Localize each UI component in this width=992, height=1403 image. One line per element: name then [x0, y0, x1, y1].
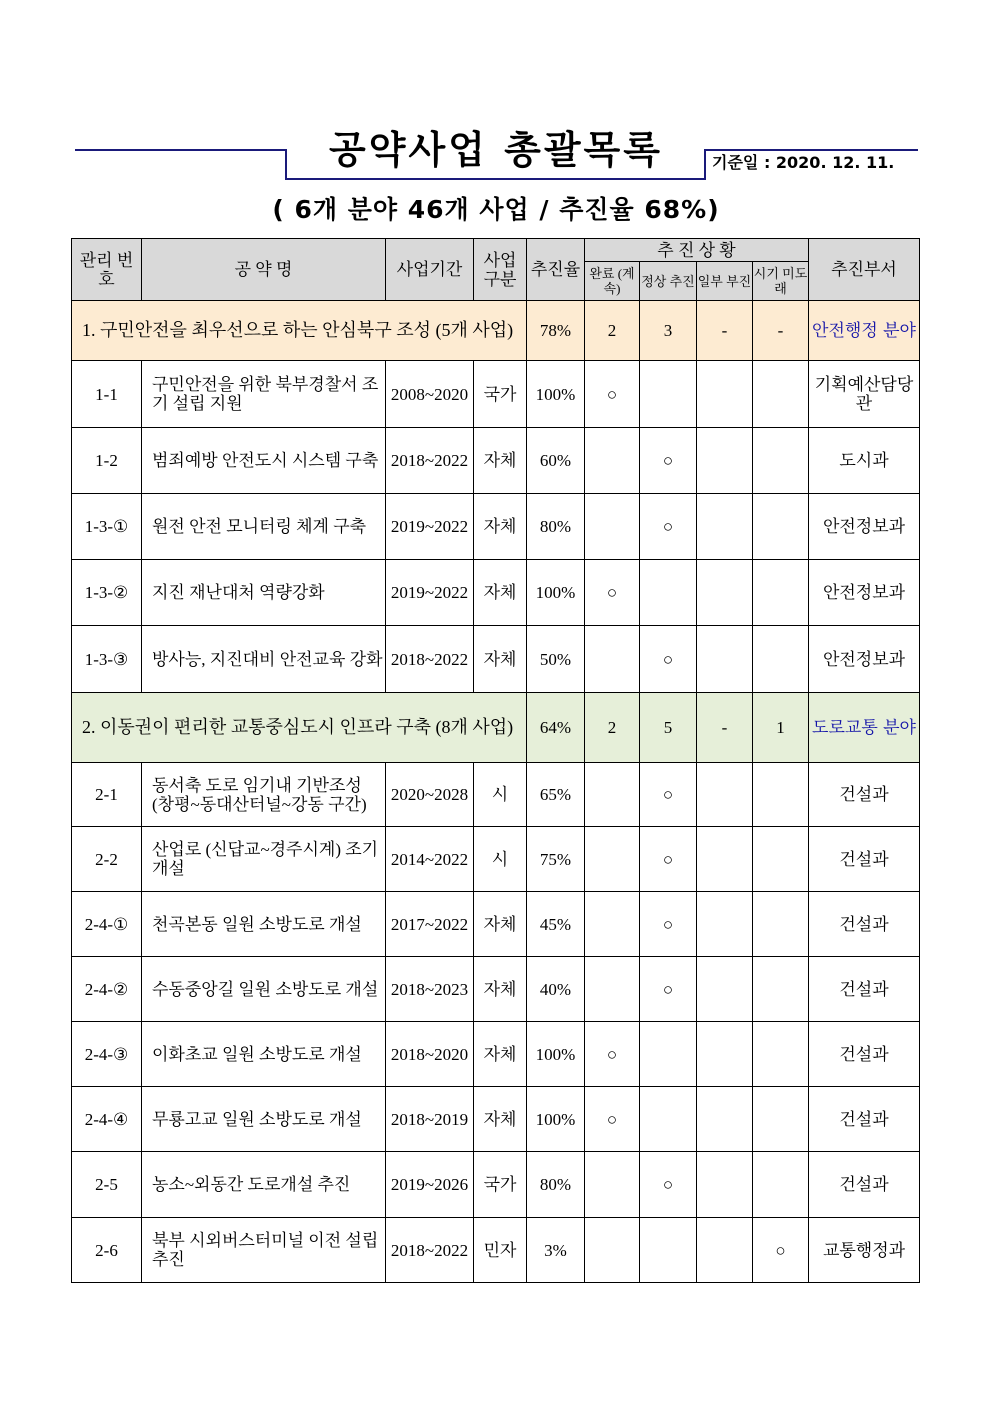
- cell-id: 1-1: [72, 361, 142, 428]
- cell-pending: [753, 428, 809, 494]
- cell-pending: [753, 1022, 809, 1087]
- table-row: [72, 827, 920, 892]
- cell-normal: ○: [640, 892, 697, 957]
- cell-pending: [753, 892, 809, 957]
- cell-normal: [640, 361, 697, 428]
- cell-type: 국가: [474, 361, 527, 428]
- cell-type: 자체: [474, 428, 527, 494]
- cell-partial: [697, 1022, 753, 1087]
- cell-done: ○: [585, 361, 640, 428]
- table-row: [72, 494, 920, 560]
- cell-rate: 45%: [527, 892, 585, 957]
- cell-type: 자체: [474, 494, 527, 560]
- cell-done: [585, 428, 640, 494]
- cell-done: [585, 494, 640, 560]
- cell-dept: 건설과: [809, 957, 920, 1022]
- category-rate: 64%: [527, 693, 585, 763]
- cell-rate: 100%: [527, 1087, 585, 1152]
- cell-period: 2018~2022: [386, 1218, 474, 1283]
- cell-type: 민자: [474, 1218, 527, 1283]
- cell-period: 2014~2022: [386, 827, 474, 892]
- category-normal-count: 3: [640, 301, 697, 361]
- category-name: 2. 이동권이 편리한 교통중심도시 인프라 구축 (8개 사업): [72, 693, 527, 763]
- cell-type: 시: [474, 827, 527, 892]
- cell-name: 범죄예방 안전도시 시스템 구축: [142, 428, 386, 494]
- header-rule-bottom: [285, 178, 706, 180]
- table-row: [72, 1218, 920, 1283]
- table-row: [72, 560, 920, 626]
- cell-partial: [697, 560, 753, 626]
- cell-pending: [753, 494, 809, 560]
- cell-normal: [640, 1087, 697, 1152]
- table-row: [72, 1152, 920, 1218]
- cell-type: 자체: [474, 1022, 527, 1087]
- table-row: [72, 1022, 920, 1087]
- cell-done: [585, 827, 640, 892]
- table-row: [72, 626, 920, 693]
- table-row: [72, 1087, 920, 1152]
- cell-id: 2-4-②: [72, 957, 142, 1022]
- cell-rate: 40%: [527, 957, 585, 1022]
- cell-normal: ○: [640, 1152, 697, 1218]
- cell-done: [585, 626, 640, 693]
- cell-id: 2-6: [72, 1218, 142, 1283]
- cell-dept: 건설과: [809, 827, 920, 892]
- cell-dept: 기획예산담당관: [809, 361, 920, 428]
- table-header-row: [72, 239, 920, 262]
- cell-type: 시: [474, 763, 527, 827]
- cell-period: 2008~2020: [386, 361, 474, 428]
- category-row: [72, 301, 920, 361]
- table-row: [72, 957, 920, 1022]
- cell-pending: [753, 763, 809, 827]
- cell-rate: 100%: [527, 1022, 585, 1087]
- cell-dept: 건설과: [809, 1022, 920, 1087]
- cell-name: 수동중앙길 일원 소방도로 개설: [142, 957, 386, 1022]
- header-dept: 추진부서: [809, 239, 920, 301]
- cell-dept: 안전정보과: [809, 560, 920, 626]
- cell-period: 2018~2022: [386, 626, 474, 693]
- cell-partial: [697, 1152, 753, 1218]
- category-partial-count: -: [697, 301, 753, 361]
- cell-period: 2017~2022: [386, 892, 474, 957]
- cell-partial: [697, 763, 753, 827]
- cell-done: [585, 957, 640, 1022]
- cell-done: ○: [585, 560, 640, 626]
- cell-id: 2-4-④: [72, 1087, 142, 1152]
- cell-pending: ○: [753, 1218, 809, 1283]
- cell-pending: [753, 1087, 809, 1152]
- header-type: 사업 구분: [474, 239, 527, 301]
- cell-type: 자체: [474, 560, 527, 626]
- page-subtitle: ( 6개 분야 46개 사업 / 추진율 68%): [272, 195, 720, 224]
- header-name: 공 약 명: [142, 239, 386, 301]
- cell-dept: 안전정보과: [809, 494, 920, 560]
- cell-type: 자체: [474, 957, 527, 1022]
- cell-rate: 100%: [527, 361, 585, 428]
- cell-id: 1-3-①: [72, 494, 142, 560]
- cell-rate: 3%: [527, 1218, 585, 1283]
- cell-partial: [697, 626, 753, 693]
- cell-partial: [697, 1087, 753, 1152]
- cell-id: 1-3-③: [72, 626, 142, 693]
- cell-partial: [697, 957, 753, 1022]
- cell-done: [585, 763, 640, 827]
- cell-dept: 건설과: [809, 892, 920, 957]
- cell-id: 2-4-①: [72, 892, 142, 957]
- cell-partial: [697, 494, 753, 560]
- cell-period: 2019~2022: [386, 560, 474, 626]
- cell-period: 2018~2019: [386, 1087, 474, 1152]
- cell-done: ○: [585, 1087, 640, 1152]
- cell-dept: 안전정보과: [809, 626, 920, 693]
- header-normal: 정상 추진: [640, 262, 697, 301]
- cell-partial: [697, 428, 753, 494]
- header-status-group: 추 진 상 황: [585, 239, 809, 262]
- category-normal-count: 5: [640, 693, 697, 763]
- cell-dept: 도시과: [809, 428, 920, 494]
- pledge-table: [71, 238, 920, 1283]
- header-period: 사업기간: [386, 239, 474, 301]
- cell-id: 2-2: [72, 827, 142, 892]
- cell-pending: [753, 957, 809, 1022]
- cell-dept: 교통행정과: [809, 1218, 920, 1283]
- cell-id: 2-5: [72, 1152, 142, 1218]
- cell-name: 지진 재난대처 역량강화: [142, 560, 386, 626]
- cell-name: 무룡고교 일원 소방도로 개설: [142, 1087, 386, 1152]
- header-partial: 일부 부진: [697, 262, 753, 301]
- cell-name: 북부 시외버스터미널 이전 설립 추진: [142, 1218, 386, 1283]
- cell-rate: 75%: [527, 827, 585, 892]
- cell-period: 2020~2028: [386, 763, 474, 827]
- cell-id: 1-3-②: [72, 560, 142, 626]
- cell-period: 2018~2023: [386, 957, 474, 1022]
- cell-normal: ○: [640, 428, 697, 494]
- category-name: 1. 구민안전을 최우선으로 하는 안심북구 조성 (5개 사업): [72, 301, 527, 361]
- cell-pending: [753, 626, 809, 693]
- cell-rate: 80%: [527, 1152, 585, 1218]
- cell-name: 농소~외동간 도로개설 추진: [142, 1152, 386, 1218]
- header-rule-left: [75, 149, 287, 151]
- cell-normal: [640, 1022, 697, 1087]
- cell-period: 2018~2020: [386, 1022, 474, 1087]
- cell-rate: 60%: [527, 428, 585, 494]
- category-pending-count: 1: [753, 693, 809, 763]
- cell-name: 구민안전을 위한 북부경찰서 조기 설립 지원: [142, 361, 386, 428]
- category-partial-count: -: [697, 693, 753, 763]
- cell-partial: [697, 827, 753, 892]
- cell-type: 국가: [474, 1152, 527, 1218]
- cell-dept: 건설과: [809, 1087, 920, 1152]
- cell-done: [585, 1152, 640, 1218]
- cell-done: [585, 892, 640, 957]
- category-done-count: 2: [585, 301, 640, 361]
- cell-type: 자체: [474, 1087, 527, 1152]
- cell-pending: [753, 1152, 809, 1218]
- category-rate: 78%: [527, 301, 585, 361]
- page-title: 공약사업 총괄목록: [329, 128, 663, 172]
- category-field: 도로교통 분야: [809, 693, 920, 763]
- category-field: 안전행정 분야: [809, 301, 920, 361]
- category-done-count: 2: [585, 693, 640, 763]
- cell-pending: [753, 827, 809, 892]
- cell-dept: 건설과: [809, 1152, 920, 1218]
- cell-pending: [753, 361, 809, 428]
- cell-partial: [697, 361, 753, 428]
- cell-normal: [640, 560, 697, 626]
- cell-type: 자체: [474, 892, 527, 957]
- cell-id: 2-1: [72, 763, 142, 827]
- cell-period: 2019~2026: [386, 1152, 474, 1218]
- cell-rate: 65%: [527, 763, 585, 827]
- cell-period: 2018~2022: [386, 428, 474, 494]
- category-row: [72, 693, 920, 763]
- cell-name: 방사능, 지진대비 안전교육 강화: [142, 626, 386, 693]
- cell-partial: [697, 1218, 753, 1283]
- cell-type: 자체: [474, 626, 527, 693]
- cell-period: 2019~2022: [386, 494, 474, 560]
- header-rule-right: [704, 149, 918, 151]
- header-done: 완료 (계속): [585, 262, 640, 301]
- cell-done: [585, 1218, 640, 1283]
- cell-rate: 50%: [527, 626, 585, 693]
- table-row: [72, 361, 920, 428]
- cell-name: 원전 안전 모니터링 체계 구축: [142, 494, 386, 560]
- header-id: 관리 번호: [72, 239, 142, 301]
- cell-partial: [697, 892, 753, 957]
- cell-normal: ○: [640, 957, 697, 1022]
- header-pending: 시기 미도래: [753, 262, 809, 301]
- table-row: [72, 892, 920, 957]
- cell-normal: ○: [640, 494, 697, 560]
- header-rate: 추진율: [527, 239, 585, 301]
- table-row: [72, 428, 920, 494]
- cell-name: 천곡본동 일원 소방도로 개설: [142, 892, 386, 957]
- cell-id: 1-2: [72, 428, 142, 494]
- cell-id: 2-4-③: [72, 1022, 142, 1087]
- cell-done: ○: [585, 1022, 640, 1087]
- cell-normal: ○: [640, 763, 697, 827]
- cell-pending: [753, 560, 809, 626]
- table-row: [72, 763, 920, 827]
- cell-rate: 100%: [527, 560, 585, 626]
- cell-name: 동서축 도로 임기내 기반조성 (창평~동대산터널~강동 구간): [142, 763, 386, 827]
- cell-name: 산업로 (신답교~경주시계) 조기 개설: [142, 827, 386, 892]
- cell-name: 이화초교 일원 소방도로 개설: [142, 1022, 386, 1087]
- cell-dept: 건설과: [809, 763, 920, 827]
- cell-rate: 80%: [527, 494, 585, 560]
- base-date: 기준일 : 2020. 12. 11.: [712, 153, 895, 172]
- category-pending-count: -: [753, 301, 809, 361]
- cell-normal: [640, 1218, 697, 1283]
- cell-normal: ○: [640, 827, 697, 892]
- cell-normal: ○: [640, 626, 697, 693]
